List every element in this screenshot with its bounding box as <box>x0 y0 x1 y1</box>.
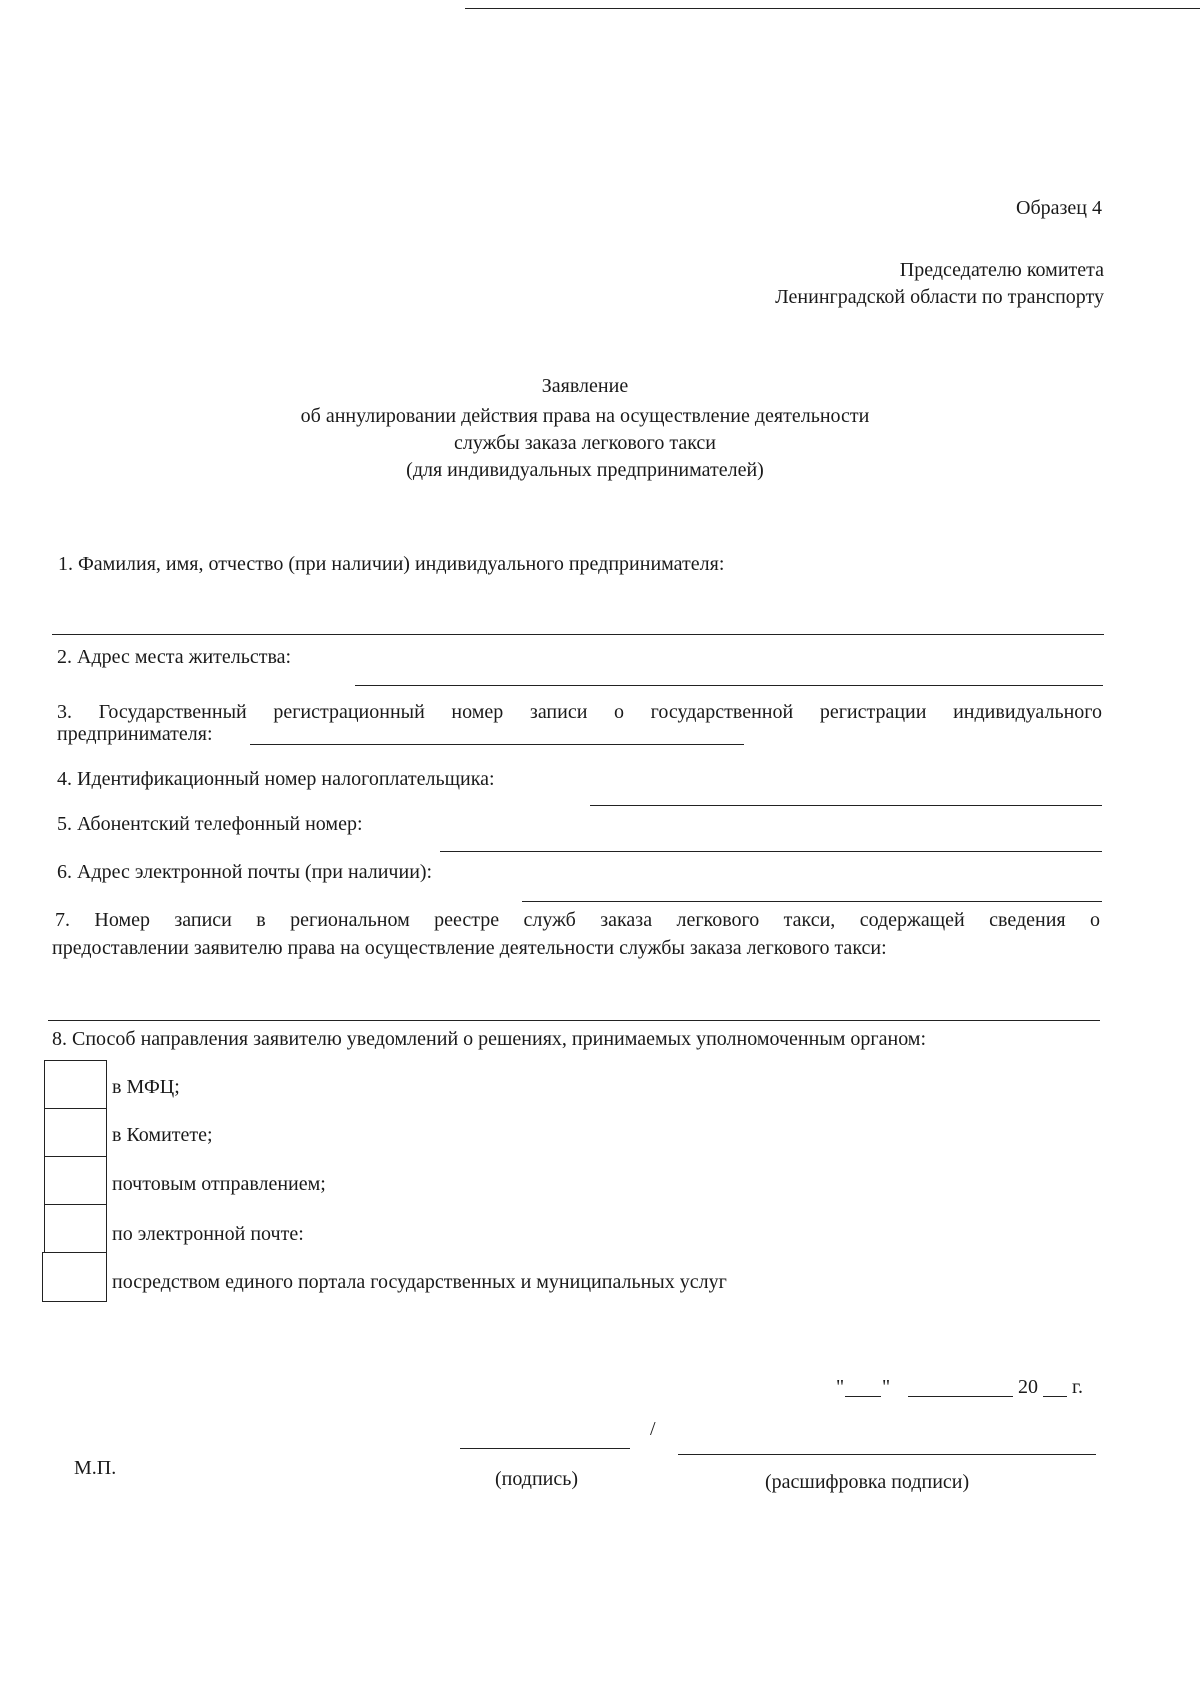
option-mail-checkbox[interactable] <box>44 1156 107 1206</box>
field-4-label: 4. Идентификационный номер налогоплательщика: <box>57 768 495 790</box>
option-email-checkbox[interactable] <box>44 1204 107 1254</box>
signature-decoding-caption: (расшифровка подписи) <box>765 1471 970 1493</box>
date-quote-open: " <box>836 1376 845 1398</box>
option-committee-checkbox[interactable] <box>44 1108 107 1158</box>
signature-decoding-line[interactable] <box>678 1454 1096 1455</box>
field-4-input-line[interactable] <box>590 805 1102 806</box>
field-5-input-line[interactable] <box>440 851 1102 852</box>
field-3-label-line-1: 3. Государственный регистрационный номер записи о государственной регистрации индивидуального <box>57 701 1102 723</box>
addressee-line-1: Председателю комитета <box>899 259 1104 281</box>
signature-line[interactable] <box>460 1448 630 1449</box>
option-mail-label: почтовым отправлением; <box>112 1173 326 1195</box>
signature-slash: / <box>650 1418 656 1440</box>
date-year-prefix: 20 <box>1018 1376 1038 1398</box>
scan-edge-line <box>465 8 1200 9</box>
field-7-label-line-1: 7. Номер записи в региональном реестре служб заказа легкового такси, содержащей сведения о <box>55 909 1100 931</box>
signature-caption: (подпись) <box>495 1468 579 1490</box>
option-email-label: по электронной почте: <box>112 1223 304 1245</box>
date-quote-close: " <box>882 1376 891 1398</box>
document-subtitle-2: службы заказа легкового такси <box>453 432 717 454</box>
date-month-blank[interactable] <box>908 1396 1013 1397</box>
option-portal-label: посредством единого портала государственных и муниципальных услуг <box>112 1271 727 1293</box>
field-8-label: 8. Способ направления заявителю уведомлений о решениях, принимаемых уполномоченным органом: <box>52 1028 927 1050</box>
addressee-line-2: Ленинградской области по транспорту <box>775 286 1104 308</box>
document-subtitle-1: об аннулировании действия права на осуществление деятельности <box>300 405 870 427</box>
field-6-input-line[interactable] <box>522 901 1102 902</box>
field-1-input-line[interactable] <box>52 634 1104 635</box>
date-suffix: г. <box>1072 1376 1083 1398</box>
stamp-label: М.П. <box>74 1457 117 1479</box>
field-1-label: 1. Фамилия, имя, отчество (при наличии) индивидуального предпринимателя: <box>58 553 725 575</box>
option-committee-label: в Комитете; <box>112 1124 213 1146</box>
option-mfc-checkbox[interactable] <box>44 1060 107 1110</box>
field-3-input-line[interactable] <box>250 744 744 745</box>
field-5-label: 5. Абонентский телефонный номер: <box>57 813 363 835</box>
option-mfc-label: в МФЦ; <box>112 1076 180 1098</box>
field-7-label-line-2: предоставлении заявителю права на осуществление деятельности службы заказа легкового такси: <box>52 937 887 959</box>
sample-number: Образец 4 <box>1016 197 1102 219</box>
option-portal-checkbox[interactable] <box>42 1252 107 1302</box>
date-day-blank[interactable] <box>845 1396 881 1397</box>
field-2-label: 2. Адрес места жительства: <box>57 646 292 668</box>
field-2-input-line[interactable] <box>355 685 1103 686</box>
field-7-input-line[interactable] <box>48 1020 1100 1021</box>
document-title: Заявление <box>541 375 629 397</box>
field-3-label-line-2: предпринимателя: <box>57 723 213 745</box>
document-subtitle-3: (для индивидуальных предпринимателей) <box>406 459 764 481</box>
date-year-blank[interactable] <box>1043 1396 1067 1397</box>
field-6-label: 6. Адрес электронной почты (при наличии): <box>57 861 433 883</box>
